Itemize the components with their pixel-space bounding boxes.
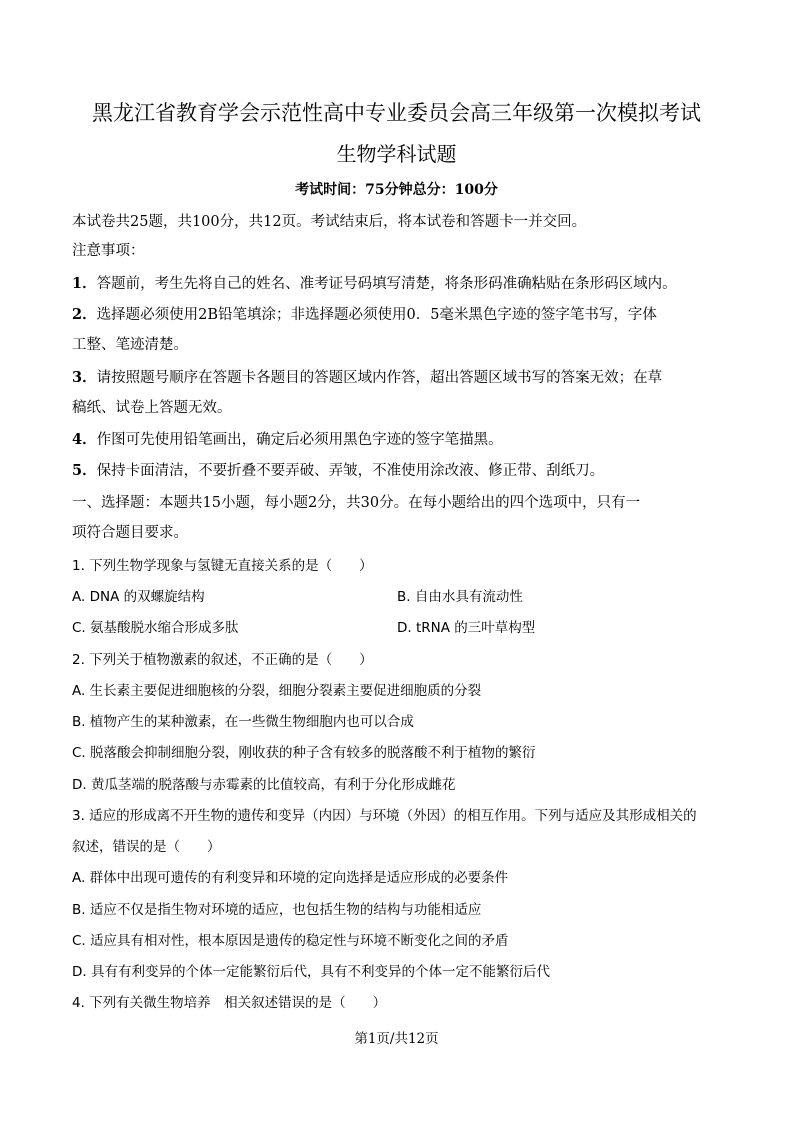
q1-option-c: C. 氨基酸脱水缩合形成多肽: [72, 620, 239, 636]
q1-option-b: B. 自由水具有流动性: [397, 589, 523, 605]
page-number: 第1页/共12页: [354, 1031, 439, 1047]
q3-option-c: C. 适应具有相对性，根本原因是遗传的稳定性与环境不断变化之间的矛盾: [72, 933, 509, 949]
note-text: 答题前，考生先将自己的姓名、准考证号码填写清楚，将条形码准确粘贴在条形码区域内。: [96, 276, 677, 292]
note-2-cont: 工整、笔迹清楚。: [72, 337, 188, 353]
intro-line: 本试卷共25题，共100分，共12页。考试结束后，将本试卷和答题卡一并交回。: [72, 214, 587, 230]
notice-label: 注意事项：: [72, 243, 145, 259]
note-number: 4．: [72, 431, 97, 448]
note-number: 2．: [72, 306, 97, 323]
q2-option-d: D. 黄瓜茎端的脱落酸与赤霉素的比值较高，有利于分化形成雌花: [72, 777, 456, 793]
note-text: 请按照题号顺序在答题卡各题目的答题区域内作答，超出答题区域书写的答案无效；在草: [96, 370, 663, 386]
q1-option-d: D. tRNA 的三叶草构型: [397, 620, 536, 636]
question-2-stem: 2. 下列关于植物激素的叙述，不正确的是（ ）: [72, 652, 373, 668]
q2-option-b: B. 植物产生的某种激素，在一些微生物细胞内也可以合成: [72, 714, 414, 730]
note-4: [72, 428, 503, 449]
exam-title: 黑龙江省教育学会示范性高中专业委员会高三年级第一次模拟考试: [92, 101, 701, 125]
q3-option-d: D. 具有有利变异的个体一定能繁衍后代，具有不利变异的个体一定不能繁衍后代: [72, 964, 550, 980]
q2-option-a: A. 生长素主要促进细胞核的分裂，细胞分裂素主要促进细胞质的分裂: [72, 683, 482, 699]
question-1-stem: 1. 下列生物学现象与氢键无直接关系的是（ ）: [72, 558, 373, 574]
subject-title: 生物学科试题: [336, 142, 457, 166]
note-number: 5．: [72, 462, 97, 479]
note-text: 选择题必须使用2B铅笔填涂；非选择题必须使用0．5毫米黑色字迹的签字笔书写，字体: [96, 307, 657, 323]
question-3-stem: 3. 适应的形成离不开生物的遗传和变异（内因）与环境（外因）的相互作用。下列与适应及其形成相关的: [72, 808, 697, 824]
note-text: 保持卡面清洁，不要折叠不要弄破、弄皱，不准使用涂改液、修正带、刮纸刀。: [96, 463, 605, 479]
note-number: 1．: [72, 275, 97, 292]
note-3-cont: 稿纸、试卷上答题无效。: [72, 400, 232, 416]
q3-option-b: B. 适应不仅是指生物对环境的适应，也包括生物的结构与功能相适应: [72, 902, 482, 918]
question-3-stem-cont: 叙述，错误的是（ ）: [72, 839, 221, 855]
note-3: [72, 366, 662, 387]
q1-option-a: A. DNA 的双螺旋结构: [72, 589, 205, 605]
note-5: [72, 459, 604, 480]
q3-option-a: A. 群体中出现可遗传的有利变异和环境的定向选择是适应形成的必要条件: [72, 870, 509, 886]
note-2: [72, 303, 657, 324]
exam-time-info: 考试时间：75分钟总分：100分: [295, 182, 498, 198]
section-heading-cont: 项符合题目要求。: [72, 525, 188, 541]
note-text: 作图可先使用铅笔画出，确定后必须用黑色字迹的签字笔描黑。: [96, 432, 503, 448]
note-1: [72, 272, 677, 293]
q2-option-c: C. 脱落酸会抑制细胞分裂，刚收获的种子含有较多的脱落酸不利于植物的繁衍: [72, 745, 536, 761]
section-heading: 一、选择题：本题共15小题，每小题2分，共30分。在每小题给出的四个选项中，只有一: [72, 495, 641, 511]
question-4-stem: 4. 下列有关微生物培养 相关叙述错误的是（ ）: [72, 995, 387, 1011]
note-number: 3．: [72, 369, 97, 386]
